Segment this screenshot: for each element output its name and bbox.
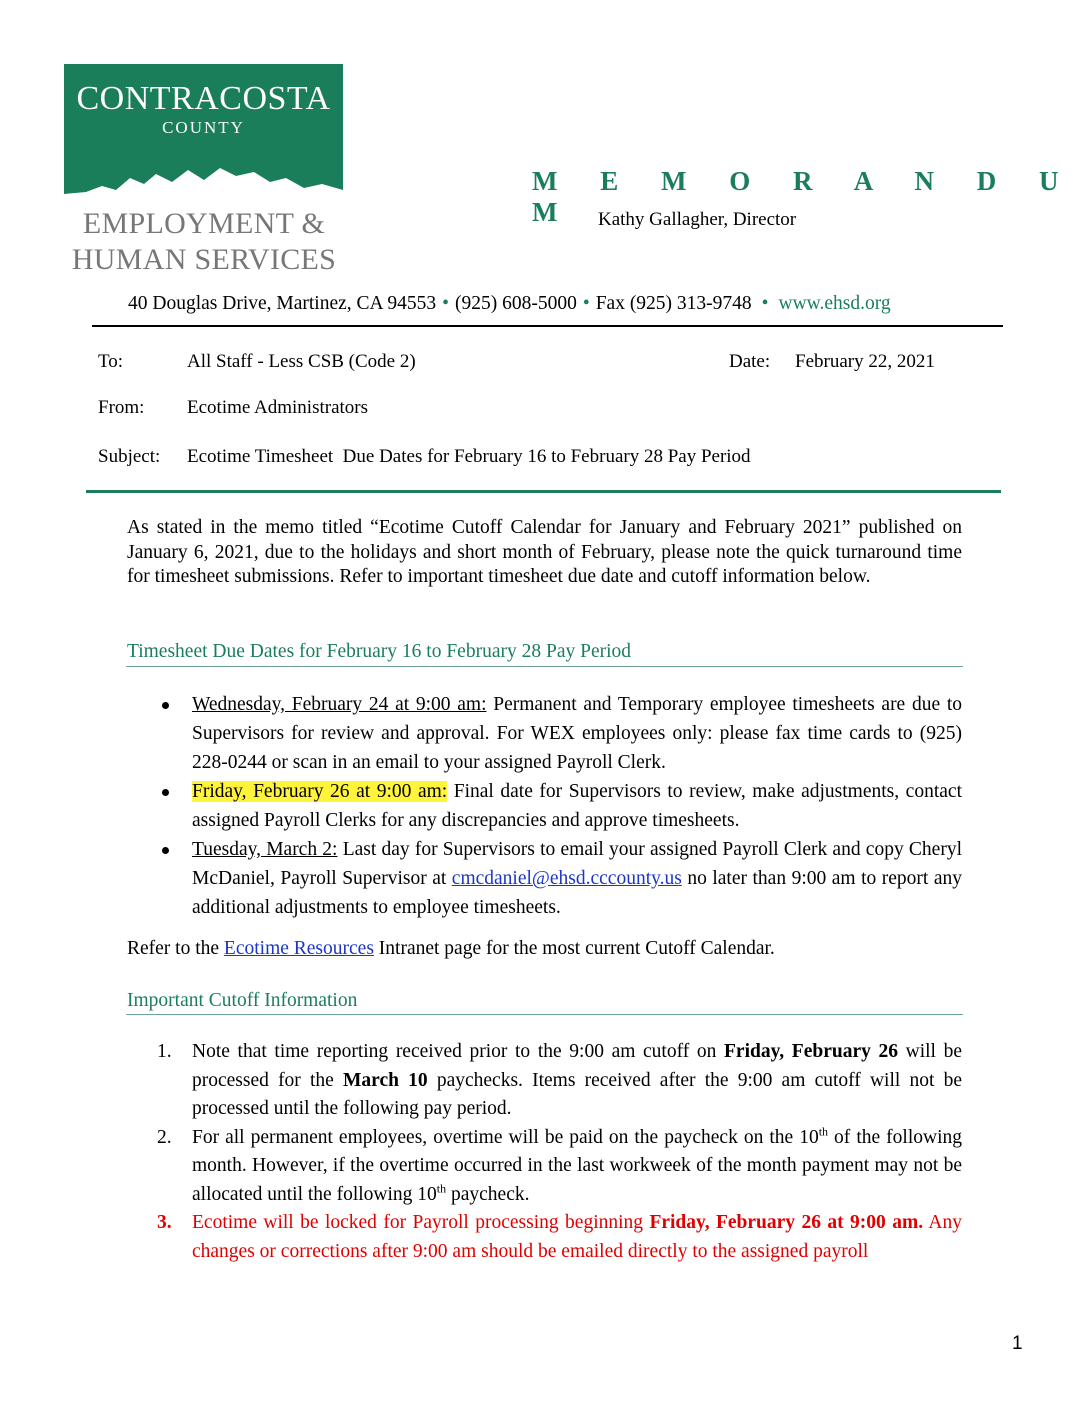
refer-line: [127, 938, 775, 960]
ecotime-resources-link[interactable]: Ecotime Resources: [223, 938, 374, 959]
intro-paragraph: As stated in the memo titled “Ecotime Cutoff Calendar for January and February 2021” published on January 6, 2021, due to the holidays and short month of February, please note the quick turnaround time for timesheet submissions. Refer to important timesheet due date and cutoff information below.: [127, 517, 962, 587]
list-number: 1.: [157, 1041, 172, 1062]
date-label: Date:: [729, 351, 771, 372]
due-date-wednesday: Wednesday, February 24 at 9:00 am:: [192, 694, 487, 715]
header-divider: [92, 325, 1003, 327]
list-item-text: Last day for Supervisors to email your assigned Payroll Clerk and copy Cheryl McDaniel, Payroll Supervisor at: [192, 839, 962, 889]
list-item-text: Note that time reporting received prior to the 9:00 am cutoff on: [192, 1041, 725, 1062]
section-heading-cutoff: Important Cutoff Information: [127, 990, 358, 1011]
bullet-separator: •: [582, 293, 590, 314]
bullet-icon: [162, 847, 169, 854]
section-underline: [126, 1014, 963, 1015]
fax-text: Fax (925) 313-9748: [595, 293, 752, 314]
list-item-text: Ecotime will be locked for Payroll processing beginning: [192, 1212, 650, 1233]
list-item-text: Any changes or corrections after 9:00 am should be emailed directly to the assigned payroll: [192, 1212, 962, 1262]
subject-label: Subject:: [98, 446, 161, 467]
due-dates-list: [127, 690, 962, 922]
contact-line: [128, 293, 891, 315]
logo-contracosta-text: CONTRACOSTA: [76, 80, 331, 117]
list-item: [127, 1124, 962, 1210]
section-underline: [126, 666, 963, 667]
bold-date: Friday, February 26 at 9:00 am.: [649, 1212, 924, 1233]
from-label: From:: [98, 397, 145, 418]
list-number: 3.: [157, 1212, 172, 1233]
director-name: Kathy Gallagher, Director: [598, 209, 797, 230]
logo-department-name: [64, 206, 344, 278]
list-item: [127, 1038, 962, 1124]
subject-value: Ecotime Timesheet Due Dates for February 16 to February 28 Pay Period: [187, 446, 751, 467]
page-number: 1: [1012, 1333, 1023, 1354]
website-link[interactable]: www.ehsd.org: [778, 293, 891, 314]
due-date-tuesday: Tuesday, March 2:: [192, 839, 338, 860]
list-item: [127, 690, 962, 777]
list-number: 2.: [157, 1126, 172, 1148]
list-item: [127, 777, 962, 835]
address-text: 40 Douglas Drive, Martinez, CA 94553: [128, 293, 437, 314]
list-item-text: no later than 9:00 am to report any additional adjustments to employee timesheets.: [192, 868, 962, 918]
list-item-text: Permanent and Temporary employee timesheets are due to Supervisors for review and approval. For WEX employees only: please fax time cards to (925) 228-0244 or scan in an email to your assigned Payroll Clerk.: [192, 694, 962, 773]
list-item-text: will be processed for the: [192, 1041, 962, 1091]
bullet-icon: [162, 789, 169, 796]
subject-divider: [86, 490, 1001, 493]
refer-text: Refer to the: [127, 938, 224, 959]
bullet-icon: [162, 702, 169, 709]
due-date-friday-highlighted: Friday, February 26 at 9:00 am:: [192, 781, 448, 802]
logo-county-text: COUNTY: [162, 118, 245, 137]
date-value: February 22, 2021: [795, 351, 935, 372]
email-link[interactable]: cmcdaniel@ehsd.cccounty.us: [451, 868, 682, 889]
section-heading-due-dates: Timesheet Due Dates for February 16 to February 28 Pay Period: [127, 641, 632, 662]
list-item-text: Final date for Supervisors to review, make adjustments, contact assigned Payroll Clerks for any discrepancies and approve timesheets.: [192, 781, 962, 831]
list-item-text: For all permanent employees, overtime will be paid on the paycheck on the 10: [192, 1126, 819, 1148]
list-item-text: paychecks. Items received after the 9:00 am cutoff will not be processed until the following pay period.: [192, 1069, 962, 1119]
list-item: [127, 835, 962, 922]
bullet-separator: •: [761, 293, 769, 314]
from-value: Ecotime Administrators: [187, 397, 369, 418]
logo-employment-text: EMPLOYMENT &: [82, 207, 326, 240]
memo-title: M E M O R A N D U M: [532, 166, 1077, 227]
list-item-text: paycheck.: [446, 1183, 530, 1205]
mountain-icon: [64, 164, 343, 204]
list-item-text: of the following month. However, if the overtime occurred in the last workweek of the month payment may not be allocated until the following 10: [192, 1126, 962, 1205]
logo-human-services-text: HUMAN SERVICES: [71, 243, 337, 276]
ordinal-suffix: th: [436, 1181, 447, 1195]
bold-date: Friday, February 26: [724, 1041, 898, 1062]
cutoff-list: [127, 1038, 962, 1266]
bold-date: March 10: [343, 1069, 428, 1091]
to-value: All Staff - Less CSB (Code 2): [187, 351, 416, 372]
agency-logo: [64, 64, 343, 204]
ordinal-suffix: th: [818, 1124, 829, 1138]
list-item-warning: [127, 1209, 962, 1266]
bullet-separator: •: [442, 293, 449, 314]
to-label: To:: [98, 351, 124, 372]
phone-text: (925) 608-5000: [455, 293, 577, 314]
refer-text: Intranet page for the most current Cutoff Calendar.: [373, 938, 775, 959]
